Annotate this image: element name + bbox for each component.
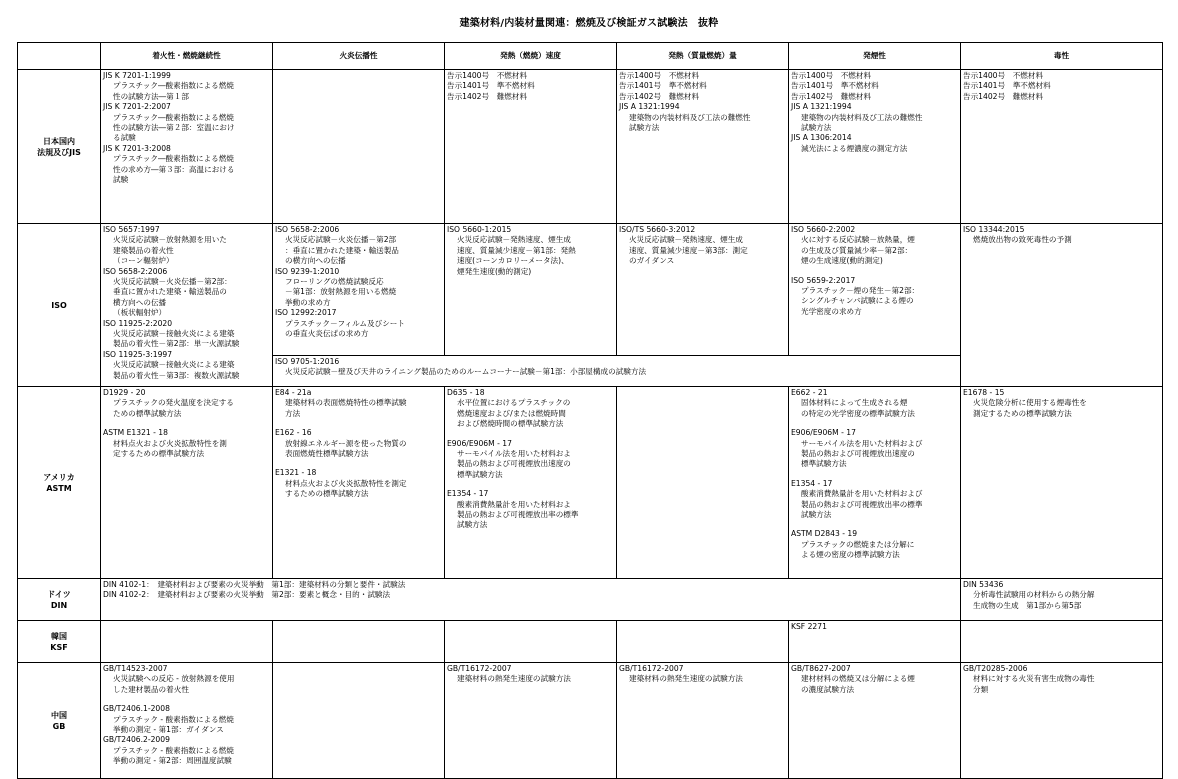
standard-desc: するための標準試験方法 [285,489,369,499]
standard-code: E162 - 16 [275,428,312,438]
standard-code: JIS K 7201-1:1999 [103,71,171,80]
standard-code: 告示1400号 不燃材料 [619,71,700,80]
standard-code: ISO 9705-1:2016 [275,357,340,366]
standard-code: JIS A 1306:2014 [791,133,852,143]
standard-code: JIS A 1321:1994 [619,102,680,112]
standard-code: 告示1400号 不燃材料 [791,71,872,80]
row-iso [18,224,1163,356]
cell-china-heat-rate [445,663,617,779]
row-label-china [18,663,101,779]
standard-desc: 性の求め方―第３部：高温における [113,164,235,174]
standard-desc: （板状輻射炉） [113,308,167,318]
standard-desc: 建材材料の燃焼又は分解による煙 [801,674,915,684]
standard-code: DIN 4102-2： 建築材料および要素の火災挙動 第2部：要素と概念・目的・試験法 [103,590,391,600]
cell-iso-smoke [789,224,961,356]
standard-code: JIS K 7201-3:2008 [103,143,171,153]
standard-code: ISO 12992:2017 [275,308,337,318]
standard-desc: 挙動の求め方 [285,297,331,307]
row-label-line: ドイツ [47,589,71,599]
standard-desc: のガイダンス [629,256,675,266]
standard-desc: 速度、質量減少速度－第1部：発熱 [457,245,576,255]
row-usa [18,387,1163,579]
cell-china-ignition [101,663,273,779]
standard-desc: 火災反応試験－接触火炎による建築 [113,329,235,339]
standard-desc: 建築物の内装材料及び工法の難燃性 [801,112,923,122]
cell-japan-heat-amount [617,70,789,224]
standard-desc: 試験方法 [801,510,832,520]
standard-code: E906/E906M - 17 [447,438,512,448]
standard-desc: 製品の着火性－第2部：単一火源試験 [113,339,240,349]
standard-code: GB/T20285-2006 [963,664,1028,673]
standard-desc: プラスチック―酸素指数による燃焼 [113,81,234,91]
standard-desc: る試験 [113,133,136,143]
standard-code: ISO 5658-2:2006 [103,266,168,276]
standard-desc: 標準試験方法 [457,469,503,479]
standard-desc: および燃焼時間の標準試験方法 [457,419,564,429]
standard-desc: 定するための標準試験方法 [113,449,205,459]
standard-code: ISO 9239-1:2010 [275,266,340,276]
cell-japan-heat-rate [445,70,617,224]
row-label-usa [18,387,101,579]
standard-desc: 性の試験方法―第２部：室温におけ [113,123,235,133]
cell-usa-toxicity [961,387,1163,579]
standard-desc: 試験方法 [801,123,832,133]
standard-desc: 火災試験への反応 - 放射熱源を使用 [113,674,235,684]
standard-desc: 試験 [113,175,129,185]
standard-desc: ：垂直に置かれた建築・輸送製品 [285,245,399,255]
standard-code: GB/T16172-2007 [447,664,512,673]
standard-code: 告示1402号 難燃材料 [963,91,1044,101]
row-germany [18,579,1163,621]
standard-desc: 酸素消費熱量計を用いた材料およ [457,499,571,509]
standard-desc: 建築材料の表面燃焼特性の標準試験 [285,398,407,408]
standard-desc: 酸素消費熱量計を用いた材料および [801,489,923,499]
cell-korea-heat-amount [617,621,789,663]
cell-iso-room-corner [273,356,961,387]
cell-japan-toxicity [961,70,1163,224]
standard-desc: 標準試験方法 [801,459,847,469]
standard-desc: 火災反応試験－壁及び天井のライニング製品のためのルームコーナー試験－第1部：小部屋構成の試験方法 [285,367,647,377]
standard-desc: 速度(コーンカロリーメータ法)、 [457,256,569,266]
standard-desc: 方法 [285,408,301,418]
standard-desc: プラスチック－フィルム及びシート [285,318,405,328]
standard-desc: 建築材料の熱発生速度の試験方法 [457,674,571,684]
cell-usa-heat-rate [445,387,617,579]
standard-desc: 減光法による煙濃度の測定方法 [801,143,908,153]
standard-code: 告示1401号 準不燃材料 [447,81,535,91]
cell-china-toxicity [961,663,1163,779]
standard-desc: 垂直に置かれた建築・輸送製品の [113,287,227,297]
standard-desc: 材料に対する火災有害生成物の毒性 [973,674,1095,684]
cell-japan-smoke [789,70,961,224]
standard-code: E662 - 21 [791,388,828,397]
header-corner [18,43,101,70]
cell-korea-heat-rate [445,621,617,663]
standard-code: 告示1400号 不燃材料 [963,71,1044,80]
cell-usa-flame-spread [273,387,445,579]
standard-desc: （コーン輻射炉） [113,256,174,266]
standard-desc: 煙の生成速度(動的測定) [801,256,883,266]
test-methods-table [17,42,1163,779]
header-ignition: 着火性・燃焼継続性 [101,43,273,70]
standard-code: E1354 - 17 [447,489,489,499]
cell-germany-din4102 [101,579,961,621]
standard-desc: 煙発生速度(動的測定) [457,266,532,276]
standard-code: ISO 11925-3:1997 [103,349,173,359]
standard-desc: 火災反応試験－接触火炎による建築 [113,360,235,370]
standard-code: ISO 11925-2:2020 [103,318,173,328]
cell-usa-smoke [789,387,961,579]
cell-china-flame-spread [273,663,445,779]
standard-code: 告示1400号 不燃材料 [447,71,528,80]
cell-iso-ignition [101,224,273,387]
standard-code: ISO 13344:2015 [963,225,1025,234]
standard-desc: 製品の熱および可視煙放出速度の [801,449,915,459]
standard-desc: プラスチックの発火温度を決定する [113,398,234,408]
cell-china-heat-amount [617,663,789,779]
row-label-line: アメリカ [43,472,75,482]
standard-code: D635 - 18 [447,388,485,397]
standard-desc: 分類 [973,684,989,694]
cell-korea-ignition [101,621,273,663]
standard-desc: 材料点火および火炎拡散特性を測定 [285,478,407,488]
standard-desc: した建材製品の着火性 [113,684,189,694]
row-label-line: ISO [51,300,67,310]
cell-japan-flame-spread [273,70,445,224]
standard-desc: 材料点火および火炎拡散特性を測 [113,438,227,448]
standard-desc: プラスチックの燃焼または分解に [801,539,915,549]
row-label-line: GB [52,721,66,731]
cell-iso-heat-amount [617,224,789,356]
standard-code: GB/T2406.2-2009 [103,735,170,745]
standard-desc: 火災反応試験－放射熱源を用いた [113,235,227,245]
header-flame-spread: 火炎伝播性 [273,43,445,70]
standard-desc: 燃焼放出物の致死毒性の予測 [973,235,1072,245]
row-label-germany [18,579,101,621]
standard-desc: フローリングの燃焼試験反応 [285,277,384,287]
standard-desc: 測定するための標準試験方法 [973,408,1072,418]
standard-desc: 火災反応試験－火炎伝播－第2部 [285,235,397,245]
row-label-iso [18,224,101,387]
standard-desc: 固体材料によって生成される煙 [801,398,908,408]
standard-desc: 建築物の内装材料及び工法の難燃性 [629,112,751,122]
standard-desc: ための標準試験方法 [113,408,182,418]
standard-desc: サーモパイル法を用いた材料およ [457,449,571,459]
standard-code: E1354 - 17 [791,478,833,488]
standard-code: 告示1401号 準不燃材料 [791,81,879,91]
row-label-line: 法規及びJIS [37,147,81,157]
standard-code: ISO 5657:1997 [103,225,160,234]
standard-desc: 性の試験方法―第１部 [113,91,189,101]
standard-code: E1678 - 15 [963,388,1005,397]
standard-code: JIS K 7201-2:2007 [103,102,171,112]
header-row [18,43,1163,70]
standard-desc: プラスチック - 酸素指数による燃焼 [113,745,234,755]
standard-desc: プラスチック―酸素指数による燃焼 [113,154,234,164]
standard-code: GB/T2406.1-2008 [103,704,170,714]
standard-desc: 挙動の測定 - 第2部：周囲温度試験 [113,756,232,766]
standard-code: 告示1402号 難燃材料 [447,91,528,101]
standard-code: ISO 5660-1:2015 [447,225,512,234]
cell-iso-heat-rate [445,224,617,356]
standard-code: GB/T16172-2007 [619,664,684,673]
header-smoke: 発煙性 [789,43,961,70]
cell-iso-toxicity [961,224,1163,387]
standard-desc: 速度、質量減少速度－第3部：測定 [629,245,748,255]
standard-desc: 火災危険分析に使用する煙毒性を [973,398,1087,408]
cell-iso-flame-spread [273,224,445,356]
standard-desc: サーモパイル法を用いた材料および [801,438,923,448]
row-korea [18,621,1163,663]
standard-desc: 光学密度の求め方 [801,306,862,316]
row-label-korea [18,621,101,663]
row-label-line: 中国 [51,710,67,720]
row-label-line: DIN [50,600,68,610]
cell-korea-flame-spread [273,621,445,663]
row-label-line: ASTM [46,483,72,493]
cell-korea-smoke [789,621,961,663]
row-label-line: KSF [50,642,68,652]
standard-desc: 放射線エネルギー源を使った物質の [285,438,407,448]
standard-code: 告示1401号 準不燃材料 [963,81,1051,91]
row-label-line: 日本国内 [43,136,75,146]
standard-desc: の垂直火炎伝ぱの求め方 [285,329,369,339]
standard-code: 告示1402号 難燃材料 [791,91,872,101]
standard-desc: 火に対する反応試験－放熱量，煙 [801,235,915,245]
standard-desc: プラスチック - 酸素指数による燃焼 [113,714,234,724]
row-japan [18,70,1163,224]
header-toxicity: 毒性 [961,43,1163,70]
row-label-japan [18,70,101,224]
standard-desc: 試験方法 [457,520,488,530]
standard-code: E84 - 21a [275,388,312,397]
standard-code: GB/T14523-2007 [103,664,168,673]
standard-desc: 火災反応試験－発熱速度、煙生成 [629,235,743,245]
standard-desc: 製品の熱および可視煙放出率の標準 [801,499,923,509]
standard-code: KSF 2271 [791,622,827,631]
standard-desc: の特定の光学密度の標準試験方法 [801,408,915,418]
standard-desc: 製品の熱および可視煙放出速度の [457,459,571,469]
cell-korea-toxicity [961,621,1163,663]
standard-desc: の生成及び質量減少率－第2部： [801,245,913,255]
cell-usa-heat-amount [617,387,789,579]
standard-desc: 分析毒性試験用の材料からの熱分解 [973,590,1095,600]
standard-desc: 火災反応試験－火炎伝播－第2部： [113,277,232,287]
standard-code: ISO 5660-2:2002 [791,225,856,234]
standard-desc: 表面燃焼性標準試験方法 [285,449,369,459]
standard-code: D1929 - 20 [103,388,146,397]
standard-desc: 横方向への伝播 [113,297,167,307]
standard-desc: 建築材料の熱発生速度の試験方法 [629,674,743,684]
row-label-line: 韓国 [51,631,67,641]
standard-desc: よる煙の密度の標準試験方法 [801,550,900,560]
standard-code: 告示1402号 難燃材料 [619,91,700,101]
row-china [18,663,1163,779]
cell-usa-ignition [101,387,273,579]
cell-germany-toxicity [961,579,1163,621]
standard-code: ISO 5658-2:2006 [275,225,340,234]
standard-desc: 水平位置におけるプラスチックの [457,398,571,408]
standard-desc: 建築製品の着火性 [113,245,174,255]
cell-china-smoke [789,663,961,779]
standard-code: JIS A 1321:1994 [791,102,852,112]
standard-code: GB/T8627-2007 [791,664,851,673]
standard-desc: 挙動の測定 - 第1部：ガイダンス [113,725,224,735]
standard-desc: の横方向への伝播 [285,256,346,266]
standard-desc: 製品の着火性－第3部：複数火源試験 [113,370,240,380]
cell-japan-ignition [101,70,273,224]
standard-desc: －第1部：放射熱源を用いる燃焼 [285,287,397,297]
standard-desc: プラスチック―酸素指数による燃焼 [113,112,234,122]
standard-desc: 燃焼速度および/または燃焼時間 [457,408,566,418]
standard-code: ASTM E1321 - 18 [103,428,168,438]
standard-desc: の濃度試験方法 [801,684,855,694]
header-heat-release-amount: 発熱（質量燃焼）量 [617,43,789,70]
standard-code: ISO 5659-2:2017 [791,275,856,285]
standard-code: 告示1401号 準不燃材料 [619,81,707,91]
standard-code: E1321 - 18 [275,468,317,478]
standard-code: DIN 53436 [963,580,1004,589]
standard-code: E906/E906M - 17 [791,428,856,438]
standard-code: ASTM D2843 - 19 [791,529,858,539]
standard-desc: プラスチック－煙の発生－第2部： [801,286,920,296]
standard-desc: 製品の熱および可視煙放出率の標準 [457,510,579,520]
standard-code: DIN 4102-1： 建築材料および要素の火災挙動 第1部：建築材料の分類と要件・試験法 [103,580,406,589]
standard-desc: 生成物の生成 第1部から第5部 [973,600,1082,610]
page-title: 建築材料/内装材量関連：燃焼及び検証ガス試験法 抜粋 [459,18,719,29]
standard-desc: 火災反応試験－発熱速度、煙生成 [457,235,571,245]
standard-desc: シングルチャンバ試験による煙の [801,296,914,306]
standard-code: ISO/TS 5660-3:2012 [619,225,696,234]
standard-desc: 試験方法 [629,123,660,133]
header-heat-release-rate: 発熱（燃焼）速度 [445,43,617,70]
